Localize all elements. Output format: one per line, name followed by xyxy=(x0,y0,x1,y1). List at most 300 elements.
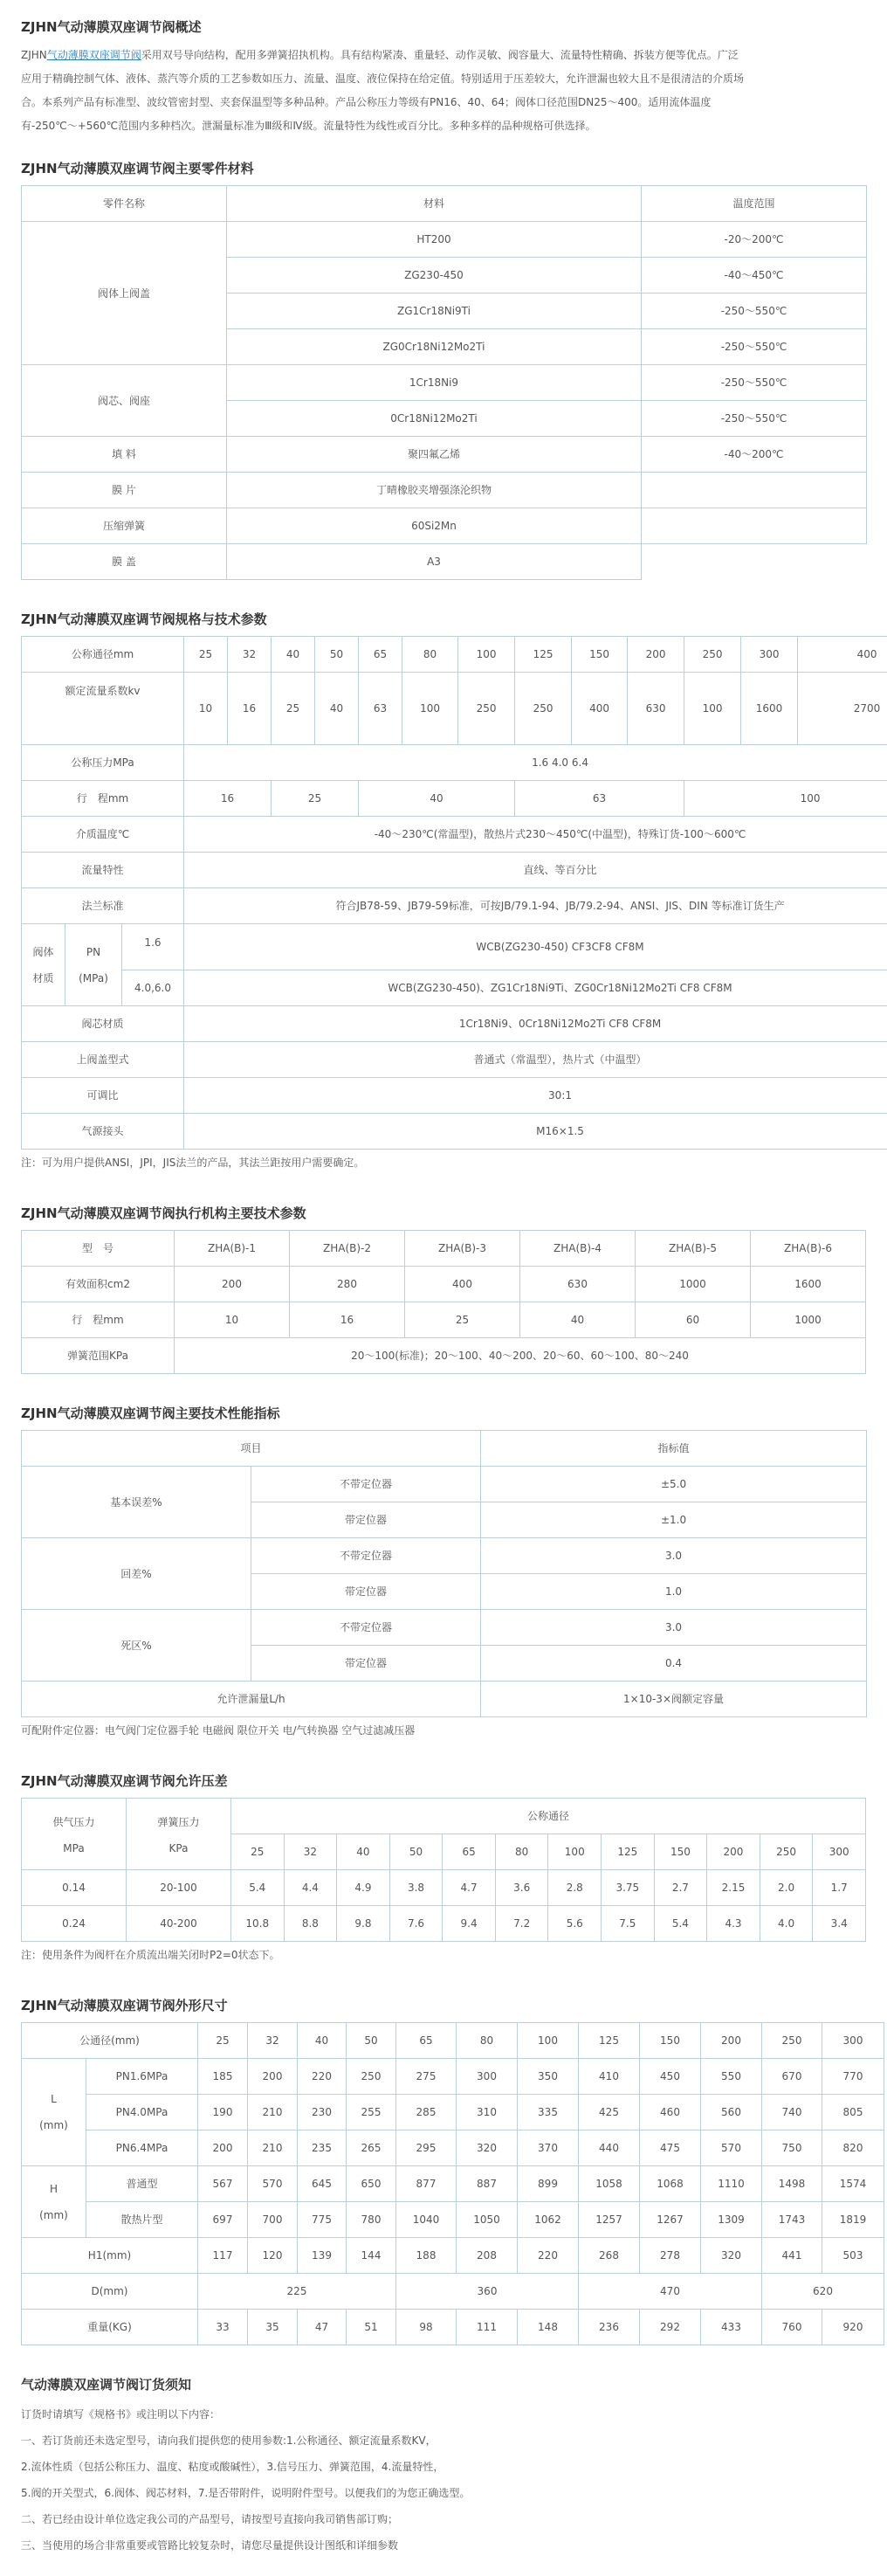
material-cell: ZG0Cr18Ni12Mo2Ti xyxy=(227,329,642,365)
l-row xyxy=(22,2059,884,2095)
dn-cell: 25 xyxy=(231,1834,285,1870)
dn-cell: 250 xyxy=(684,637,741,673)
cell-line: PN xyxy=(67,939,120,965)
value-cell: 200 xyxy=(198,2131,248,2166)
dn-cell: 125 xyxy=(602,1834,655,1870)
supply-cell: 0.14 xyxy=(22,1870,127,1906)
pn-mpa-label xyxy=(65,924,122,1006)
value-cell: 740 xyxy=(762,2095,822,2131)
bonnet-value: 普通式（常温型），热片式（中温型） xyxy=(184,1042,887,1078)
stroke-cell: 100 xyxy=(684,781,887,817)
ordering-lines xyxy=(21,2401,866,2559)
material-cell: 1Cr18Ni9 xyxy=(227,365,642,401)
table-row xyxy=(22,1870,866,1906)
cell-line: 阀体 xyxy=(24,939,63,965)
value-cell: 750 xyxy=(762,2131,822,2166)
kv-cell: 1600 xyxy=(741,673,798,745)
value-cell: 1819 xyxy=(822,2202,884,2238)
value-cell: 200 xyxy=(248,2059,298,2095)
table-row xyxy=(22,1467,867,1502)
actuator-title: ZJHN气动薄膜双座调节阀执行机构主要技术参数 xyxy=(21,1204,866,1223)
ordering-line: 三、当使用的场合非常重要或管路比较复杂时，请您尽量提供设计图纸和详细参数 xyxy=(21,2532,866,2559)
material-cell: 0Cr18Ni12Mo2Ti xyxy=(227,401,642,437)
temp-range-cell: -20～200℃ xyxy=(642,222,867,258)
cell-line: (mm) xyxy=(24,2112,84,2138)
value-cell: 210 xyxy=(248,2095,298,2131)
pressure-diff-note: 注：使用条件为阀杆在介质流出端关闭时P2=0状态下。 xyxy=(21,1944,866,1966)
metric-name-cell: 基本误差% xyxy=(22,1467,251,1538)
condition-cell: 带定位器 xyxy=(251,1502,481,1538)
kv-cell: 63 xyxy=(359,673,402,745)
performance-table xyxy=(21,1430,867,1717)
dn-cell: 300 xyxy=(741,637,798,673)
value-cell: 236 xyxy=(579,2310,640,2345)
plug-value: 1Cr18Ni9、0Cr18Ni12Mo2Ti CF8 CF8M xyxy=(184,1006,887,1042)
dn-row xyxy=(22,2023,884,2059)
value-cell: 7.6 xyxy=(389,1906,443,1942)
value-cell: 550 xyxy=(701,2059,762,2095)
column-header: 温度范围 xyxy=(642,186,867,222)
overview-line-3: 合。本系列产品有标准型、波纹管密封型、夹套保温型等多种品种。产品公称压力等级有PN16、40、64；阀体口径范围DN25～400。适用流体温度 xyxy=(21,96,711,108)
table-row xyxy=(22,365,867,401)
dn-cell: 40 xyxy=(298,2023,347,2059)
row-label: 公称通径mm xyxy=(22,637,184,673)
value-cell: 320 xyxy=(701,2238,762,2274)
value-cell: 570 xyxy=(248,2166,298,2202)
ordering-line: 2.流体性质（包括公称压力、温度、粘度或酸碱性），3.信号压力、弹簧范围，4.流量特性， xyxy=(21,2454,866,2480)
value-cell: 2.15 xyxy=(707,1870,760,1906)
dn-cell: 200 xyxy=(701,2023,762,2059)
dn-cell: 200 xyxy=(707,1834,760,1870)
dn-cell: 100 xyxy=(548,1834,602,1870)
column-header: 零件名称 xyxy=(22,186,227,222)
pn-sub-cell: 4.0,6.0 xyxy=(122,970,184,1006)
value-cell: 503 xyxy=(822,2238,884,2274)
value-cell: 3.75 xyxy=(602,1870,655,1906)
h-row xyxy=(22,2166,884,2202)
ordering-line: 订货时请填写《规格书》或注明以下内容： xyxy=(21,2401,866,2428)
dn-cell: 25 xyxy=(184,637,228,673)
overview-section xyxy=(21,17,866,138)
kv-cell: 250 xyxy=(458,673,515,745)
row-label: D(mm) xyxy=(22,2274,198,2310)
value-cell: 560 xyxy=(701,2095,762,2131)
actuator-table xyxy=(21,1230,866,1374)
kv-cell: 250 xyxy=(515,673,572,745)
specs-note: 注：可为用户提供ANSI，JPI，JIS法兰的产品，其法兰距按用户需要确定。 xyxy=(21,1151,866,1174)
value-cell: 208 xyxy=(457,2238,518,2274)
overview-line-1: 采用双号导向结构，配用多弹簧招执机构。具有结构紧凑、重量轻、动作灵敏、阀容量大、流量特性精确、拆装方便等优点。广泛 xyxy=(141,49,739,61)
condition-cell: 不带定位器 xyxy=(251,1610,481,1646)
part-name-cell: 压缩弹簧 xyxy=(22,508,227,544)
table-row xyxy=(22,508,867,544)
condition-cell: 带定位器 xyxy=(251,1646,481,1682)
supply-cell: 0.24 xyxy=(22,1906,127,1942)
cell-line: KPa xyxy=(128,1835,229,1861)
dn-cell: 50 xyxy=(389,1834,443,1870)
ordering-line: 5.阀的开关型式，6.阀体、阀芯材料，7.是否带附件，说明附件型号。以便我们的为您正确选型。 xyxy=(21,2480,866,2506)
sub-label: PN1.6MPa xyxy=(86,2059,198,2095)
condition-cell: 不带定位器 xyxy=(251,1467,481,1502)
dn-cell: 65 xyxy=(359,637,402,673)
temp-range-cell xyxy=(642,473,867,508)
row-label: H1(mm) xyxy=(22,2238,198,2274)
temp-row xyxy=(22,817,887,853)
sub-label: PN4.0MPa xyxy=(86,2095,198,2131)
table-row xyxy=(22,437,867,473)
value-cell: 425 xyxy=(579,2095,640,2131)
value-cell: 5.4 xyxy=(654,1906,707,1942)
value-cell: 255 xyxy=(347,2095,396,2131)
range-value: 30:1 xyxy=(184,1078,887,1114)
stroke-cell: 25 xyxy=(272,781,359,817)
dn-cell: 32 xyxy=(228,637,272,673)
dn-cell: 150 xyxy=(572,637,628,673)
d-cell: 225 xyxy=(198,2274,396,2310)
h1-row xyxy=(22,2238,884,2274)
value-cell: 570 xyxy=(701,2131,762,2166)
value-cell: 2.0 xyxy=(760,1870,813,1906)
value-cell: 295 xyxy=(396,2131,457,2166)
kv-row xyxy=(22,673,887,745)
model-cell: ZHA(B)-1 xyxy=(175,1231,290,1267)
table-row xyxy=(22,1610,867,1646)
value-cell: 1068 xyxy=(640,2166,701,2202)
value-cell: 278 xyxy=(640,2238,701,2274)
value-cell: 441 xyxy=(762,2238,822,2274)
stroke-cell: 16 xyxy=(184,781,272,817)
body-material-label xyxy=(22,924,65,1006)
value-cell: 920 xyxy=(822,2310,884,2345)
value-cell: 3.0 xyxy=(481,1538,867,1574)
pressure-diff-title: ZJHN气动薄膜双座调节阀允许压差 xyxy=(21,1771,866,1791)
h-row xyxy=(22,2202,884,2238)
performance-title: ZJHN气动薄膜双座调节阀主要技术性能指标 xyxy=(21,1404,866,1423)
dn-cell: 65 xyxy=(443,1834,496,1870)
value-cell: 3.8 xyxy=(389,1870,443,1906)
materials-table xyxy=(21,185,867,580)
row-label: 有效面积cm2 xyxy=(22,1267,175,1302)
value-cell: 887 xyxy=(457,2166,518,2202)
model-cell: ZHA(B)-2 xyxy=(290,1231,405,1267)
value-cell: 9.4 xyxy=(443,1906,496,1942)
spring-pressure-header xyxy=(127,1799,231,1870)
value-cell: 780 xyxy=(347,2202,396,2238)
materials-section xyxy=(21,159,866,580)
temp-range-cell xyxy=(642,508,867,544)
value-cell: 275 xyxy=(396,2059,457,2095)
column-header: 指标值 xyxy=(481,1431,867,1467)
value-cell: 292 xyxy=(640,2310,701,2345)
plug-row xyxy=(22,1006,887,1042)
ordering-line: 一、若订货前还未选定型号，请向我们提供您的使用参数:1.公称通径、额定流量系数KV， xyxy=(21,2428,866,2454)
cell-line: (mm) xyxy=(24,2202,84,2228)
d-cell: 360 xyxy=(396,2274,579,2310)
d-row xyxy=(22,2274,884,2310)
value-cell: 210 xyxy=(248,2131,298,2166)
area-cell: 280 xyxy=(290,1267,405,1302)
value-cell: 120 xyxy=(248,2238,298,2274)
value-cell: 1.7 xyxy=(813,1870,866,1906)
product-link[interactable]: 气动薄膜双座调节阀 xyxy=(47,49,141,61)
row-label: 法兰标准 xyxy=(22,888,184,924)
value-cell: 877 xyxy=(396,2166,457,2202)
value-cell: 2.7 xyxy=(654,1870,707,1906)
area-cell: 200 xyxy=(175,1267,290,1302)
pressure-diff-table xyxy=(21,1798,866,1942)
pn-value: 1.6 4.0 6.4 xyxy=(184,745,887,781)
value-cell: 117 xyxy=(198,2238,248,2274)
value-cell: 230 xyxy=(298,2095,347,2131)
value-cell: 770 xyxy=(822,2059,884,2095)
value-cell: 98 xyxy=(396,2310,457,2345)
spring-cell: 40-200 xyxy=(127,1906,231,1942)
sub-label: PN6.4MPa xyxy=(86,2131,198,2166)
kv-cell: 100 xyxy=(402,673,458,745)
dn-cell: 100 xyxy=(458,637,515,673)
dn-cell: 100 xyxy=(518,2023,579,2059)
cell-line: 弹簧压力 xyxy=(128,1809,229,1835)
l-label xyxy=(22,2059,86,2166)
overview-title: ZJHN气动薄膜双座调节阀概述 xyxy=(21,17,866,37)
kv-cell: 16 xyxy=(228,673,272,745)
performance-section xyxy=(21,1404,866,1742)
model-cell: ZHA(B)-4 xyxy=(520,1231,636,1267)
value-cell: 7.5 xyxy=(602,1906,655,1942)
area-cell: 400 xyxy=(405,1267,520,1302)
row-label: 型 号 xyxy=(22,1231,175,1267)
material-cell: ZG1Cr18Ni9Ti xyxy=(227,294,642,329)
value-cell: 410 xyxy=(579,2059,640,2095)
value-cell: 335 xyxy=(518,2095,579,2131)
stroke-row xyxy=(22,781,887,817)
value-cell: 285 xyxy=(396,2095,457,2131)
cell-line: (MPa) xyxy=(67,965,120,991)
accessories-note: 可配附件定位器：电气阀门定位器手轮 电磁阀 限位开关 电/气转换器 空气过滤减压器 xyxy=(21,1719,866,1742)
metric-name-cell: 死区% xyxy=(22,1610,251,1682)
cell-line: L xyxy=(24,2086,84,2112)
row-label: 允许泄漏量L/h xyxy=(22,1682,481,1717)
dn-cell: 250 xyxy=(760,1834,813,1870)
sub-label: 普通型 xyxy=(86,2166,198,2202)
stroke-cell: 63 xyxy=(515,781,684,817)
leak-value: 1×10-3×阀额定容量 xyxy=(481,1682,867,1717)
empty-cell xyxy=(642,544,867,580)
table-header-row xyxy=(22,1799,866,1834)
dn-cell: 25 xyxy=(198,2023,248,2059)
material-cell: 丁晴橡胶夹增强涤沦织物 xyxy=(227,473,642,508)
overview-line-2: 应用于精确控制气体、液体、蒸汽等介质的工艺参数如压力、流量、温度、液位保持在给定值。特别适用于压差较大，允许泄漏也较大且不是很清洁的介质场 xyxy=(21,73,744,85)
kv-cell: 10 xyxy=(184,673,228,745)
value-cell: 4.7 xyxy=(443,1870,496,1906)
value-cell: 220 xyxy=(298,2059,347,2095)
ordering-section xyxy=(21,2375,866,2559)
area-row xyxy=(22,1267,866,1302)
dn-cell: 150 xyxy=(654,1834,707,1870)
specs-title: ZJHN气动薄膜双座调节阀规格与技术参数 xyxy=(21,610,866,629)
cell-line: H xyxy=(24,2176,84,2202)
row-label: 重量(KG) xyxy=(22,2310,198,2345)
value-cell: 820 xyxy=(822,2131,884,2166)
flow-value: 直线、等百分比 xyxy=(184,853,887,888)
dn-cell: 65 xyxy=(396,2023,457,2059)
value-cell: 2.8 xyxy=(548,1870,602,1906)
material-cell: 60Si2Mn xyxy=(227,508,642,544)
dn-cell: 150 xyxy=(640,2023,701,2059)
value-cell: 1110 xyxy=(701,2166,762,2202)
dn-cell: 80 xyxy=(457,2023,518,2059)
dn-cell: 40 xyxy=(337,1834,390,1870)
value-cell: ±1.0 xyxy=(481,1502,867,1538)
dn-cell: 125 xyxy=(579,2023,640,2059)
area-cell: 630 xyxy=(520,1267,636,1302)
value-cell: 440 xyxy=(579,2131,640,2166)
area-cell: 1000 xyxy=(636,1267,751,1302)
value-cell: ±5.0 xyxy=(481,1467,867,1502)
l-row xyxy=(22,2095,884,2131)
cell-line: 材质 xyxy=(24,965,63,991)
value-cell: 250 xyxy=(347,2059,396,2095)
ordering-title: 气动薄膜双座调节阀订货须知 xyxy=(21,2375,866,2394)
temp-range-cell: -40～200℃ xyxy=(642,437,867,473)
value-cell: 144 xyxy=(347,2238,396,2274)
value-cell: 320 xyxy=(457,2131,518,2166)
value-cell: 1267 xyxy=(640,2202,701,2238)
row-label: 流量特性 xyxy=(22,853,184,888)
part-name-cell: 膜 片 xyxy=(22,473,227,508)
value-cell: 35 xyxy=(248,2310,298,2345)
value-cell: 3.0 xyxy=(481,1610,867,1646)
dn-cell: 125 xyxy=(515,637,572,673)
ordering-line: 二、若已经由设计单位选定我公司的产品型号，请按型号直接向我司销售部订购； xyxy=(21,2506,866,2532)
stroke-cell: 1000 xyxy=(751,1302,866,1338)
range-row xyxy=(22,1078,887,1114)
value-cell: 1498 xyxy=(762,2166,822,2202)
pn-row xyxy=(22,745,887,781)
value-cell: 433 xyxy=(701,2310,762,2345)
pn-sub-cell: 1.6 xyxy=(122,924,184,970)
model-cell: ZHA(B)-3 xyxy=(405,1231,520,1267)
part-name-cell: 膜 盖 xyxy=(22,544,227,580)
stroke-cell: 60 xyxy=(636,1302,751,1338)
kv-cell: 100 xyxy=(684,673,741,745)
spring-row xyxy=(22,1338,866,1374)
metric-name-cell: 回差% xyxy=(22,1538,251,1610)
material-cell: HT200 xyxy=(227,222,642,258)
dn-cell: 300 xyxy=(813,1834,866,1870)
row-label: 可调比 xyxy=(22,1078,184,1114)
temp-range-cell: -250～550℃ xyxy=(642,294,867,329)
temp-value: -40～230℃(常温型)，散热片式230～450℃(中温型)，特殊订货-100～600℃ xyxy=(184,817,887,853)
value-cell: 185 xyxy=(198,2059,248,2095)
dn-cell: 50 xyxy=(347,2023,396,2059)
h-label xyxy=(22,2166,86,2238)
value-cell: 300 xyxy=(457,2059,518,2095)
value-cell: 645 xyxy=(298,2166,347,2202)
row-label: 行 程mm xyxy=(22,1302,175,1338)
value-cell: 1.0 xyxy=(481,1574,867,1610)
value-cell: 1050 xyxy=(457,2202,518,2238)
value-cell: 47 xyxy=(298,2310,347,2345)
l-row xyxy=(22,2131,884,2166)
row-label: 额定流量系数kv xyxy=(22,673,184,745)
flange-row xyxy=(22,888,887,924)
value-cell: 775 xyxy=(298,2202,347,2238)
flange-value: 符合JB78-59、JB79-59标准，可按JB/79.1-94、JB/79.2-94、ANSI、JIS、DIN 等标准订货生产 xyxy=(184,888,887,924)
value-cell: 10.8 xyxy=(231,1906,285,1942)
dimensions-table xyxy=(21,2022,884,2345)
dn-cell: 400 xyxy=(798,637,887,673)
column-header: 材料 xyxy=(227,186,642,222)
value-cell: 4.3 xyxy=(707,1906,760,1942)
value-cell: 148 xyxy=(518,2310,579,2345)
value-cell: 1574 xyxy=(822,2166,884,2202)
part-name-cell: 阀芯、阀座 xyxy=(22,365,227,437)
value-cell: 220 xyxy=(518,2238,579,2274)
value-cell: 5.4 xyxy=(231,1870,285,1906)
part-name-cell: 阀体上阀盖 xyxy=(22,222,227,365)
value-cell: 5.6 xyxy=(548,1906,602,1942)
value-cell: 700 xyxy=(248,2202,298,2238)
dn-cell: 300 xyxy=(822,2023,884,2059)
row-label: 上阀盖型式 xyxy=(22,1042,184,1078)
dn-cell: 80 xyxy=(402,637,458,673)
cell-line: 供气压力 xyxy=(24,1809,124,1835)
row-label: 介质温度℃ xyxy=(22,817,184,853)
spring-cell: 20-100 xyxy=(127,1870,231,1906)
area-cell: 1600 xyxy=(751,1267,866,1302)
spring-value: 20～100(标准)；20～100、40～200、20～60、60～100、80～240 xyxy=(175,1338,866,1374)
supply-pressure-header xyxy=(22,1799,127,1870)
stroke-cell: 40 xyxy=(359,781,515,817)
table-header-row xyxy=(22,1431,867,1467)
temp-range-cell: -250～550℃ xyxy=(642,401,867,437)
table-row xyxy=(22,544,867,580)
value-cell: 475 xyxy=(640,2131,701,2166)
dn-cell: 40 xyxy=(272,637,315,673)
value-cell: 190 xyxy=(198,2095,248,2131)
value-cell: 3.6 xyxy=(495,1870,548,1906)
value-cell: 33 xyxy=(198,2310,248,2345)
materials-title: ZJHN气动薄膜双座调节阀主要零件材料 xyxy=(21,159,866,178)
dn-row xyxy=(22,637,887,673)
specs-section xyxy=(21,610,866,1174)
value-cell: 9.8 xyxy=(337,1906,390,1942)
value-cell: 370 xyxy=(518,2131,579,2166)
temp-range-cell: -250～550℃ xyxy=(642,329,867,365)
value-cell: 265 xyxy=(347,2131,396,2166)
air-row xyxy=(22,1114,887,1150)
value-cell: 0.4 xyxy=(481,1646,867,1682)
row-label: 弹簧范围KPa xyxy=(22,1338,175,1374)
value-cell: 188 xyxy=(396,2238,457,2274)
table-header-row xyxy=(22,186,867,222)
stroke-cell: 10 xyxy=(175,1302,290,1338)
value-cell: 760 xyxy=(762,2310,822,2345)
value-cell: 567 xyxy=(198,2166,248,2202)
body-material-value: WCB(ZG230-450)、ZG1Cr18Ni9Ti、ZG0Cr18Ni12Mo2Ti CF8 CF8M xyxy=(184,970,887,1006)
row-label: 气源接头 xyxy=(22,1114,184,1150)
temp-range-cell: -250～550℃ xyxy=(642,365,867,401)
kv-cell: 2700 xyxy=(798,673,887,745)
model-row xyxy=(22,1231,866,1267)
stroke-row xyxy=(22,1302,866,1338)
stroke-cell: 25 xyxy=(405,1302,520,1338)
specs-table xyxy=(21,636,887,1150)
model-cell: ZHA(B)-6 xyxy=(751,1231,866,1267)
value-cell: 350 xyxy=(518,2059,579,2095)
part-name-cell: 填 料 xyxy=(22,437,227,473)
